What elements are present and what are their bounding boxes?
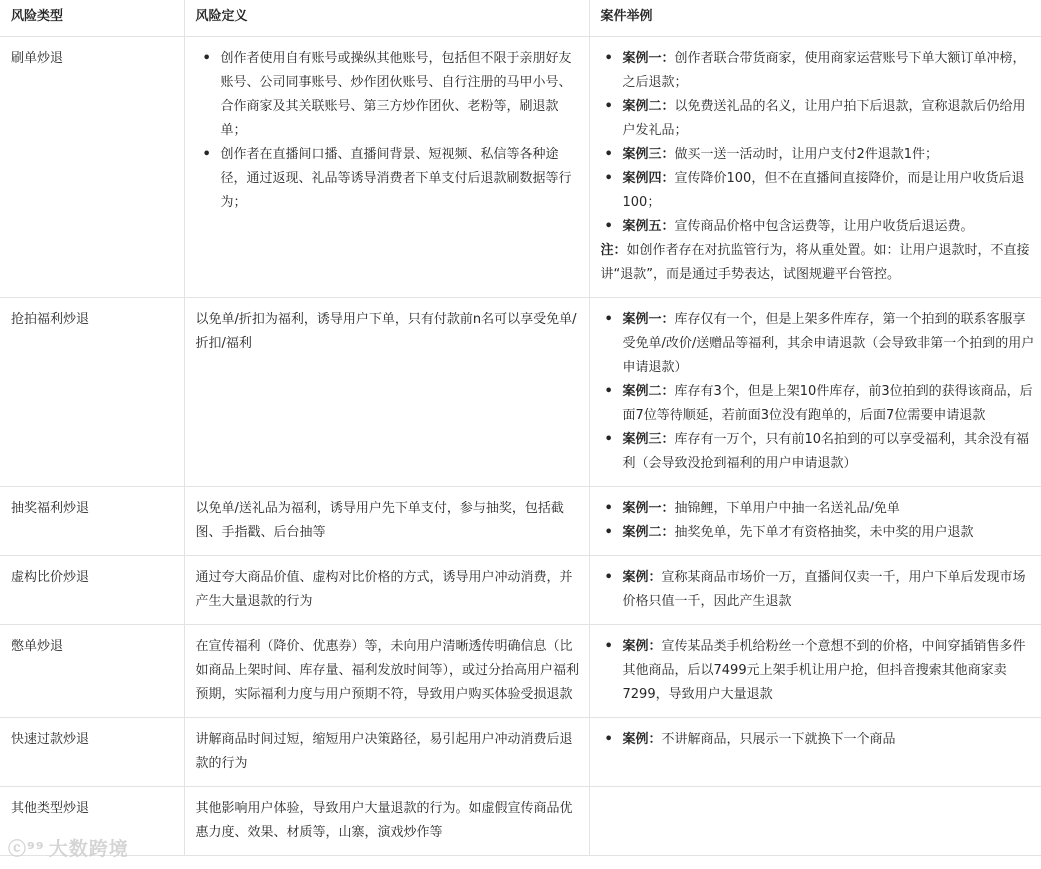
risk-type-cell: 憋单炒退 bbox=[0, 625, 184, 718]
table-row bbox=[0, 718, 1041, 787]
case-text: 抽锦鲤，下单用户中抽一名送礼品/免单 bbox=[674, 501, 900, 516]
table-header-row bbox=[0, 0, 1041, 37]
table-row bbox=[0, 298, 1041, 487]
case-list bbox=[601, 47, 1036, 239]
watermark bbox=[8, 834, 129, 861]
list-item bbox=[601, 95, 1036, 143]
definition-list bbox=[199, 47, 583, 215]
case-label: 案例三： bbox=[622, 147, 675, 162]
case-examples-cell bbox=[589, 37, 1041, 298]
list-item: • 创作者使用自有账号或操纵其他账号，包括但不限于亲朋好友账号、公司同事账号、炒作团伙账号、自行注册的马甲小号、合作商家及其关联账号、第三方炒作团伙、老粉等，刷退款单； bbox=[199, 47, 583, 143]
case-label: 案例一： bbox=[622, 51, 675, 66]
risk-type-cell: 其他类型炒退 bbox=[0, 787, 184, 856]
case-text: 宣传某品类手机给粉丝一个意想不到的价格，中间穿插销售多件其他商品，后以7499元上架手机让用户抢，但抖音搜索其他商家卖7299，导致用户大量退款 bbox=[622, 639, 1026, 702]
case-text: 宣传降价100，但不在直播间直接降价，而是让用户收货后退100； bbox=[622, 171, 1025, 210]
list-item bbox=[601, 497, 1036, 521]
table-row bbox=[0, 787, 1041, 856]
risk-definition-cell bbox=[184, 37, 589, 298]
list-item bbox=[601, 380, 1036, 428]
case-examples-cell bbox=[589, 787, 1041, 856]
risk-type-cell: 抢拍福利炒退 bbox=[0, 298, 184, 487]
case-label: 案例三： bbox=[622, 432, 675, 447]
risk-definition-cell: 讲解商品时间过短，缩短用户决策路径，易引起用户冲动消费后退款的行为 bbox=[184, 718, 589, 787]
case-examples-cell bbox=[589, 487, 1041, 556]
table-row bbox=[0, 487, 1041, 556]
case-text: 库存有一万个，只有前10名拍到的可以享受福利，其余没有福利（会导致没抢到福利的用户申请退款） bbox=[622, 432, 1030, 471]
note-text: 如创作者存在对抗监管行为，将从重处置。如：让用户退款时，不直接讲“退款”，而是通过手势表达，试图规避平台管控。 bbox=[600, 243, 1030, 282]
list-item: • 创作者在直播间口播、直播间背景、短视频、私信等各种途径，通过返现、礼品等诱导消费者下单支付后退款刷数据等行为； bbox=[199, 143, 583, 215]
case-text: 创作者联合带货商家，使用商家运营账号下单大额订单冲榜，之后退款； bbox=[622, 51, 1026, 90]
case-text: 库存有3个，但是上架10件库存，前3位拍到的获得该商品，后面7位等待顺延，若前面3位没有跑单的，后面7位需要申请退款 bbox=[622, 384, 1033, 423]
case-text: 库存仅有一个，但是上架多件库存，第一个拍到的联系客服享受免单/改价/送赠品等福利，其余申请退款（会导致非第一个拍到的用户申请退款） bbox=[622, 312, 1035, 375]
list-item bbox=[601, 635, 1036, 707]
case-label: 案例四： bbox=[622, 171, 675, 186]
case-examples-cell bbox=[589, 298, 1041, 487]
case-label: 案例二： bbox=[622, 99, 675, 114]
case-list bbox=[601, 635, 1036, 707]
case-examples-cell bbox=[589, 556, 1041, 625]
case-text: 宣传商品价格中包含运费等，让用户收货后退运费。 bbox=[674, 219, 974, 234]
risk-definition-cell: 通过夸大商品价值、虚构对比价格的方式，诱导用户冲动消费，并产生大量退款的行为 bbox=[184, 556, 589, 625]
table-row bbox=[0, 556, 1041, 625]
risk-type-cell: 快速过款炒退 bbox=[0, 718, 184, 787]
case-examples-cell bbox=[589, 718, 1041, 787]
case-label: 案例二： bbox=[622, 525, 675, 540]
case-examples-cell bbox=[589, 625, 1041, 718]
case-label: 案例二： bbox=[622, 384, 675, 399]
list-item bbox=[601, 167, 1036, 215]
case-label: 案例五： bbox=[622, 219, 675, 234]
list-item bbox=[601, 308, 1036, 380]
case-label: 案例一： bbox=[622, 312, 675, 327]
list-item bbox=[601, 521, 1036, 545]
case-label: 案例： bbox=[622, 639, 662, 654]
risk-type-cell: 虚构比价炒退 bbox=[0, 556, 184, 625]
risk-definition-cell: 以免单/折扣为福利，诱导用户下单，只有付款前n名可以享受免单/折扣/福利 bbox=[184, 298, 589, 487]
risk-type-cell: 刷单炒退 bbox=[0, 37, 184, 298]
case-text: 以免费送礼品的名义，让用户拍下后退款，宣称退款后仍给用户发礼品； bbox=[622, 99, 1026, 138]
table-row bbox=[0, 37, 1041, 298]
list-item bbox=[601, 566, 1036, 614]
case-list bbox=[601, 308, 1036, 476]
case-text: 宣称某商品市场价一万，直播间仅卖一千，用户下单后发现市场价格只值一千，因此产生退款 bbox=[622, 570, 1026, 609]
case-label: 案例： bbox=[622, 570, 662, 585]
case-label: 案例： bbox=[622, 732, 662, 747]
list-item bbox=[601, 143, 1036, 167]
note bbox=[601, 239, 1036, 287]
table-row bbox=[0, 625, 1041, 718]
list-item bbox=[601, 728, 1036, 752]
note-label: 注： bbox=[600, 243, 627, 258]
case-list bbox=[601, 497, 1036, 545]
list-item bbox=[601, 428, 1036, 476]
risk-definition-cell: 以免单/送礼品为福利，诱导用户先下单支付，参与抽奖，包括截图、手指戳、后台抽等 bbox=[184, 487, 589, 556]
list-item bbox=[601, 215, 1036, 239]
case-label: 案例一： bbox=[622, 501, 675, 516]
watermark-text: 大数跨境 bbox=[48, 838, 129, 860]
header-risk-type: 风险类型 bbox=[0, 0, 184, 37]
case-text: 不讲解商品，只展示一下就换下一个商品 bbox=[661, 732, 896, 747]
case-list bbox=[601, 566, 1036, 614]
risk-type-cell: 抽奖福利炒退 bbox=[0, 487, 184, 556]
case-text: 做买一送一活动时，让用户支付2件退款1件； bbox=[674, 147, 939, 162]
case-text: 抽奖免单，先下单才有资格抽奖，未中奖的用户退款 bbox=[674, 525, 974, 540]
case-list bbox=[601, 728, 1036, 752]
header-case-examples: 案件举例 bbox=[589, 0, 1041, 37]
risk-definition-cell: 其他影响用户体验，导致用户大量退款的行为。如虚假宣传商品优惠力度、效果、材质等，山寨，演戏炒作等 bbox=[184, 787, 589, 856]
risk-definition-cell: 在宣传福利（降价、优惠券）等，未向用户清晰透传明确信息（比如商品上架时间、库存量、福利发放时间等），或过分抬高用户福利预期，实际福利力度与用户预期不符，导致用户购买体验受损退款 bbox=[184, 625, 589, 718]
watermark-logo-icon: ⓒ⁹⁹ bbox=[8, 838, 45, 860]
header-risk-definition: 风险定义 bbox=[184, 0, 589, 37]
list-item bbox=[601, 47, 1036, 95]
